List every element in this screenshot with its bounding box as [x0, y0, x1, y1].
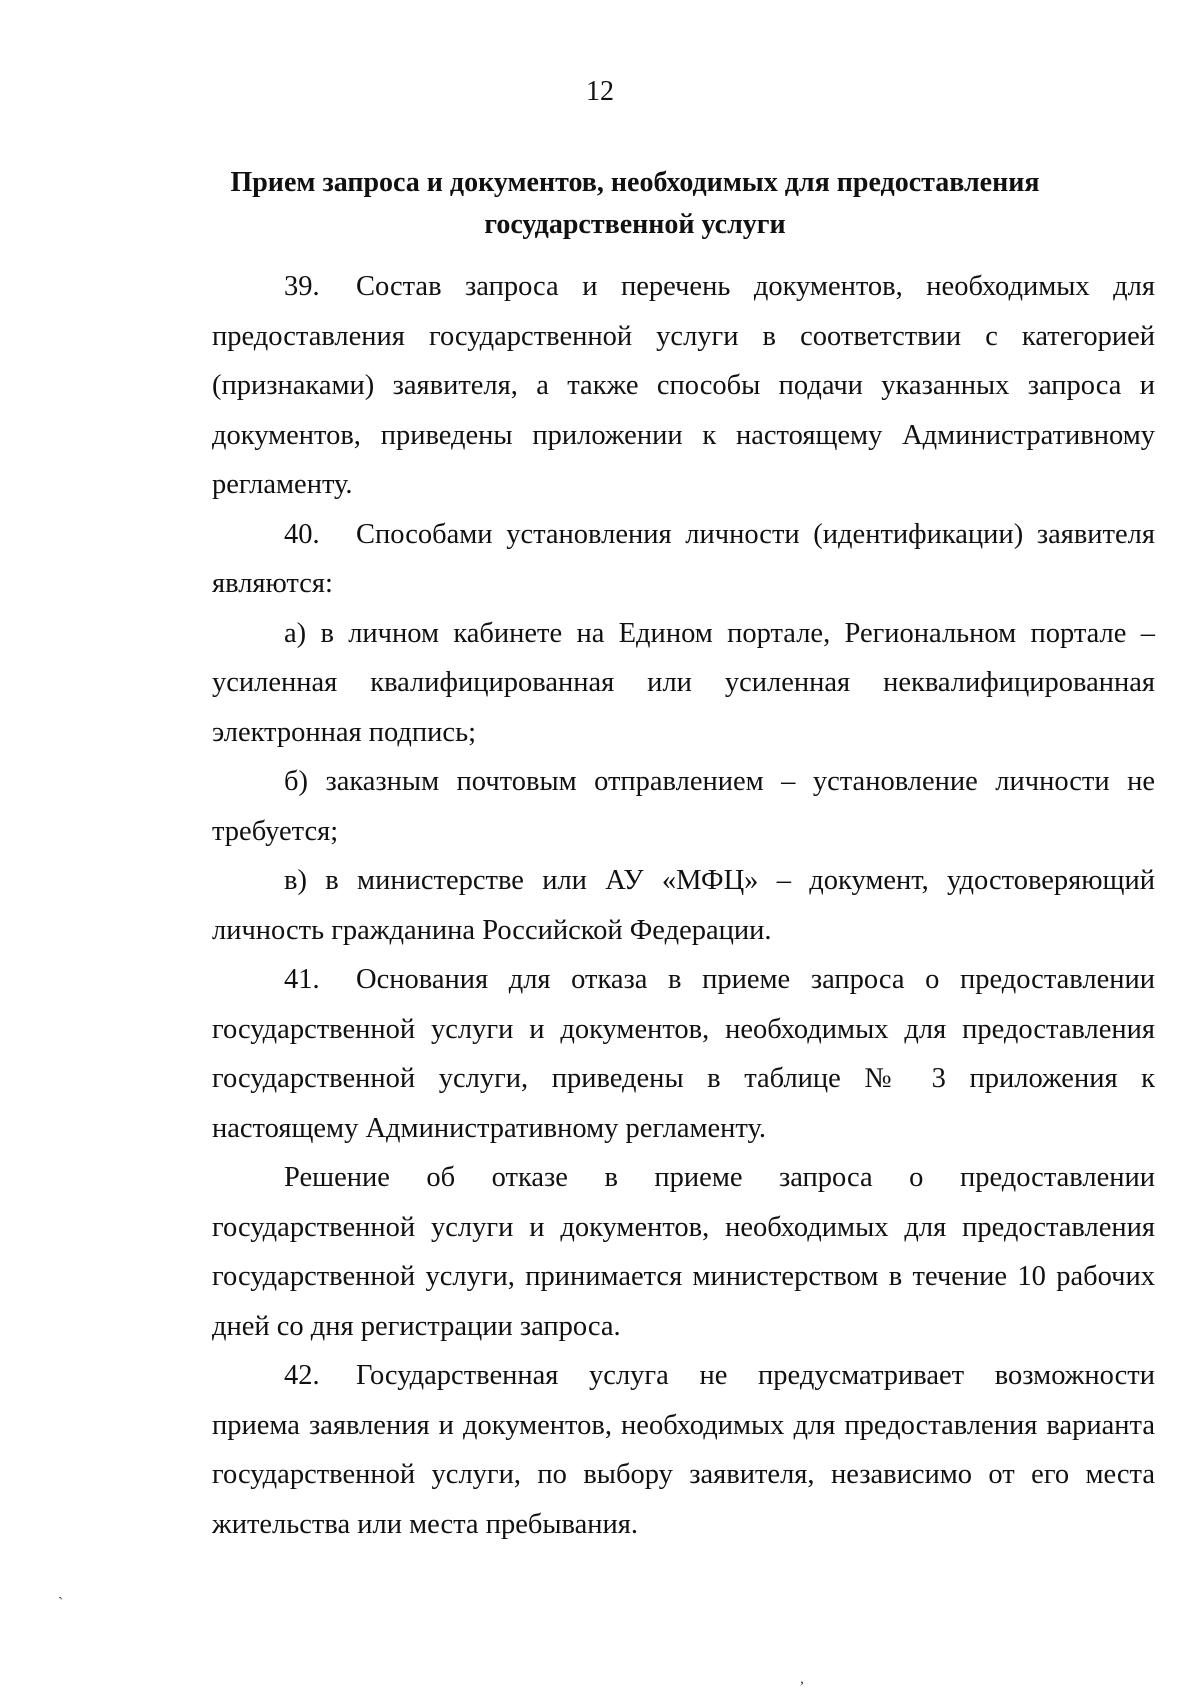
scan-speck: , — [800, 1670, 804, 1687]
section-heading — [180, 162, 1090, 246]
paragraph-42 — [212, 1351, 1155, 1549]
paragraph-text: Состав запроса и перечень документов, необходимых для предоставления государственной услуги в соответствии с категорией (признаками) заявителя, а также способы подачи указанных запроса и документов, приведены приложении к настоящему Административному регламенту. — [212, 271, 1155, 500]
paragraph-text: Государственная услуга не предусматривает возможности приема заявления и документов, необходимых для предоставления варианта государственной услуги, по выбору заявителя, независимо от его места жительства или места пребывания. — [212, 1360, 1155, 1540]
list-item-a: а) в личном кабинете на Едином портале, Региональном портале – усиленная квалифицированная или усиленная неквалифицированная электронная подпись; — [212, 617, 1155, 748]
paragraph-number: 39. — [284, 271, 320, 302]
paragraph-41-decision: Решение об отказе в приеме запроса о предоставлении государственной услуги и документов, необходимых для предоставления государственной услуги, принимается министерством в течение 10 рабочих дней со дня регистрации запроса. — [212, 1162, 1155, 1342]
paragraph-text: Способами установления личности (идентификации) заявителя являются: — [212, 518, 1155, 599]
list-item-b: б) заказным почтовым отправлением – установление личности не требуется; — [212, 766, 1155, 847]
paragraph-number: 42. — [284, 1360, 320, 1391]
paragraph-39 — [212, 262, 1155, 510]
paragraph-40 — [212, 510, 1155, 609]
document-body — [212, 262, 1155, 1549]
heading-line-1: Прием запроса и документов, необходимых для предоставления — [230, 167, 1040, 198]
page-number: 12 — [586, 76, 614, 107]
heading-line-2: государственной услуги — [484, 209, 786, 240]
paragraph-number: 41. — [284, 964, 320, 995]
paragraph-number: 40. — [284, 518, 320, 550]
scan-speck: ˋ — [58, 1595, 64, 1612]
paragraph-41 — [212, 955, 1155, 1153]
list-item-v: в) в министерстве или АУ «МФЦ» – документ, удостоверяющий личность гражданина Российской Федерации. — [212, 865, 1155, 946]
paragraph-text: Основания для отказа в приеме запроса о предоставлении государственной услуги и документов, необходимых для предоставления государственной услуги, приведены в таблице № 3 приложения к настоящему Административному регламенту. — [212, 964, 1155, 1144]
